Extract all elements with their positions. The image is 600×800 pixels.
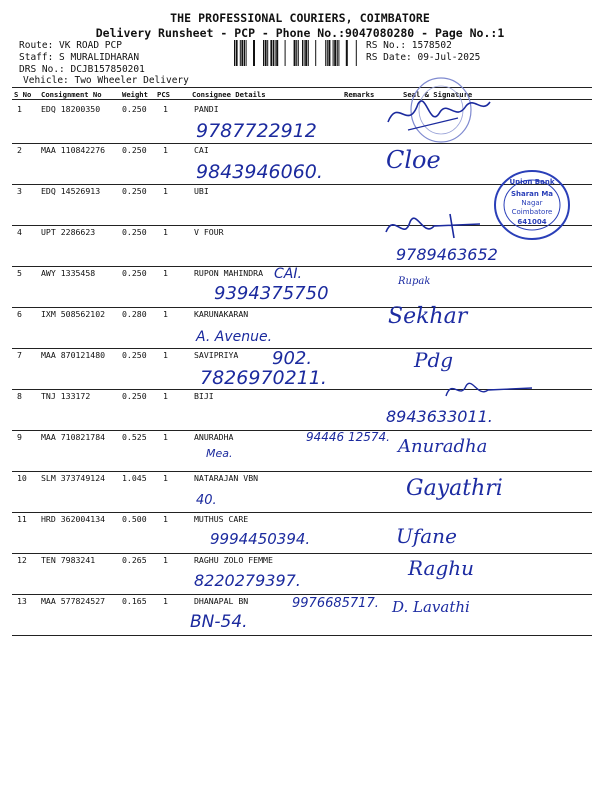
handwritten-note1: 9994450394. [210, 530, 311, 548]
seal-line-2: Sharan Ma [510, 190, 554, 198]
signature-row7: Pdg [414, 348, 454, 372]
col-header-weight: Weight [122, 90, 148, 99]
barcode-bar [240, 40, 241, 66]
row-pcs: 1 [163, 432, 168, 442]
barcode-bar [267, 40, 268, 66]
bank-seal-stamp [492, 168, 572, 242]
row-divider [12, 307, 592, 308]
handwritten-note1: 94446 12574. [306, 430, 390, 444]
rs-number: RS No.: 1578502 [366, 40, 452, 51]
row-sno: 11 [17, 514, 27, 524]
row-pcs: 1 [163, 514, 168, 524]
row-sno: 9 [17, 432, 22, 442]
barcode-bar [246, 40, 247, 66]
barcode-image [234, 40, 358, 66]
handwritten-note1: A. Avenue. [196, 329, 273, 345]
barcode-bar [328, 40, 330, 66]
row-consignment-no: MAA 577824527 [41, 596, 106, 606]
row-weight: 1.045 [122, 473, 147, 483]
signature-scribble-row8 [440, 376, 540, 406]
row-pcs: 1 [163, 473, 168, 483]
seal-line-3: Nagar [521, 199, 543, 207]
signature-row2: Cloe [386, 146, 441, 174]
seal-line-5: 641004 [517, 218, 547, 226]
barcode-bar [298, 40, 299, 66]
barcode-bar [325, 40, 326, 66]
row-sno: 13 [17, 596, 27, 606]
barcode-bar [244, 40, 245, 66]
row-pcs: 1 [163, 145, 168, 155]
vehicle-label: Vehicle: Two Wheeler Delivery [23, 75, 189, 86]
row-pcs: 1 [163, 268, 168, 278]
handwritten-note2: 7826970211. [200, 367, 327, 389]
rs-date: RS Date: 09-Jul-2025 [366, 52, 481, 63]
barcode-bar [315, 40, 316, 66]
row-divider [12, 553, 592, 554]
row-pcs: 1 [163, 309, 168, 319]
signature-row11: Ufane [396, 524, 457, 548]
barcode-bar [327, 40, 328, 66]
row-sno: 4 [17, 227, 22, 237]
row-consignee: V FOUR [194, 227, 224, 237]
staff-label: Staff: S MURALIDHARAN [19, 52, 140, 63]
row-sno: 2 [17, 145, 22, 155]
row-weight: 0.250 [122, 227, 147, 237]
row-weight: 0.165 [122, 596, 147, 606]
row-sno: 12 [17, 555, 27, 565]
row-weight: 0.525 [122, 432, 147, 442]
barcode-bar [294, 40, 296, 66]
row-consignee: PANDI [194, 104, 219, 114]
barcode-bar [346, 40, 348, 66]
barcode-bar [305, 40, 307, 66]
barcode-bar [296, 40, 297, 66]
runsheet-subtitle: Delivery Runsheet - PCP - Phone No.:9047080280 - Page No.:1 [95, 26, 505, 40]
seal-line-1: Union Bank [509, 178, 555, 186]
signature-scribble-row1 [378, 92, 498, 140]
row-consignment-no: MAA 110842276 [41, 145, 106, 155]
row-consignment-no: HRD 362004134 [41, 514, 106, 524]
handwritten-note2: Mea. [206, 447, 233, 460]
handwritten-note1: 8220279397. [194, 571, 301, 590]
barcode-bar [308, 40, 309, 66]
handwritten-note1: 9789463652 [396, 245, 498, 264]
signature-row5: Rupak [398, 276, 431, 287]
row-consignment-no: MAA 870121480 [41, 350, 106, 360]
row-pcs: 1 [163, 350, 168, 360]
handwritten-note1: 9787722912 [196, 120, 317, 142]
row-weight: 0.250 [122, 186, 147, 196]
row-pcs: 1 [163, 596, 168, 606]
row-divider [12, 430, 592, 431]
barcode-bar [241, 40, 243, 66]
row-consignment-no: TNJ 133172 [41, 391, 91, 401]
barcode-bar [304, 40, 305, 66]
barcode-bar [270, 40, 272, 66]
row-sno: 7 [17, 350, 22, 360]
col-header-sno: S No [14, 90, 32, 99]
row-sno: 6 [17, 309, 22, 319]
row-weight: 0.250 [122, 268, 147, 278]
company-title: THE PROFESSIONAL COURIERS, COIMBATORE [170, 11, 430, 25]
row-consignee: RUPON MAHINDRA [194, 268, 264, 278]
row-consignment-no: SLM 373749124 [41, 473, 106, 483]
signature-row13: D. Lavathi [392, 598, 470, 616]
col-header-remarks: Remarks [344, 90, 375, 99]
row-sno: 1 [17, 104, 22, 114]
handwritten-note1: 9843946060. [196, 161, 323, 183]
route-label: Route: VK ROAD PCP [19, 40, 122, 51]
row-sno: 10 [17, 473, 27, 483]
seal-line-4: Coimbatore [511, 208, 553, 216]
row-consignee: MUTHUS CARE [194, 514, 249, 524]
barcode-bar [275, 40, 276, 66]
row-divider [12, 594, 592, 595]
barcode-bar [356, 40, 357, 66]
barcode-bar [333, 40, 334, 66]
row-divider [12, 512, 592, 513]
handwritten-note1: CAI. [274, 266, 302, 282]
handwritten-note1: 9976685717. [292, 596, 379, 611]
row-consignee: NATARAJAN VBN [194, 473, 259, 483]
row-consignment-no: EDQ 18200350 [41, 104, 101, 114]
row-consignee: CAI [194, 145, 209, 155]
signature-row9: Anuradha [398, 436, 488, 457]
barcode-bar [263, 40, 264, 66]
barcode-bar [234, 40, 235, 66]
barcode-bar [236, 40, 238, 66]
table-top-rule [12, 87, 592, 88]
col-header-pcs: PCS [157, 90, 170, 99]
row-consignee: BIJI [194, 391, 214, 401]
row-divider [12, 143, 592, 144]
drs-label: DRS No.: DCJB157850201 [19, 64, 145, 75]
row-weight: 0.250 [122, 350, 147, 360]
signature-scribble-row4 [380, 208, 490, 248]
col-header-consignment: Consignment No [41, 90, 102, 99]
row-sno: 5 [17, 268, 22, 278]
signature-row12: Raghu [408, 556, 475, 580]
barcode-bar [302, 40, 303, 66]
row-weight: 0.500 [122, 514, 147, 524]
barcode-bar [273, 40, 274, 66]
row-consignment-no: MAA 710821784 [41, 432, 106, 442]
row-weight: 0.250 [122, 391, 147, 401]
barcode-bar [338, 40, 339, 66]
row-consignee: SAVIPRIYA [194, 350, 239, 360]
row-weight: 0.265 [122, 555, 147, 565]
handwritten-note1: 40. [196, 493, 217, 508]
signature-row6: Sekhar [388, 304, 468, 329]
row-sno: 8 [17, 391, 22, 401]
row-weight: 0.250 [122, 104, 147, 114]
barcode-bar [285, 40, 286, 66]
row-pcs: 1 [163, 104, 168, 114]
handwritten-note1: 8943633011. [386, 407, 493, 426]
row-consignment-no: UPT 2286623 [41, 227, 96, 237]
col-header-consignee: Consignee Details [192, 90, 266, 99]
row-consignee: KARUNAKARAN [194, 309, 249, 319]
row-consignment-no: TEN 7983241 [41, 555, 96, 565]
handwritten-note2: BN-54. [190, 612, 248, 632]
row-consignee: RAGHU ZOLO FEMME [194, 555, 273, 565]
row-consignee: ANURADHA [194, 432, 234, 442]
handwritten-note1: 902. [272, 348, 313, 369]
barcode-bar [253, 40, 255, 66]
barcode-bar [265, 40, 267, 66]
row-pcs: 1 [163, 555, 168, 565]
col-header-seal-signature: Seal & Signature [403, 90, 473, 99]
row-sno: 3 [17, 186, 22, 196]
row-consignment-no: IXM 508562102 [41, 309, 106, 319]
row-pcs: 1 [163, 391, 168, 401]
row-consignee: UBI [194, 186, 209, 196]
row-pcs: 1 [163, 227, 168, 237]
signature-row10: Gayathri [406, 476, 503, 501]
row-weight: 0.280 [122, 309, 147, 319]
row-consignee: DHANAPAL BN [194, 596, 249, 606]
table-header-rule [12, 99, 592, 100]
row-divider [12, 635, 592, 636]
barcode-bar [337, 40, 338, 66]
row-consignment-no: AWY 1335458 [41, 268, 96, 278]
barcode-bar [334, 40, 336, 66]
row-divider [12, 266, 592, 267]
row-pcs: 1 [163, 186, 168, 196]
row-consignment-no: EDQ 14526913 [41, 186, 101, 196]
barcode-bar [276, 40, 278, 66]
handwritten-note2: 9394375750 [214, 283, 329, 304]
row-weight: 0.250 [122, 145, 147, 155]
row-divider [12, 471, 592, 472]
